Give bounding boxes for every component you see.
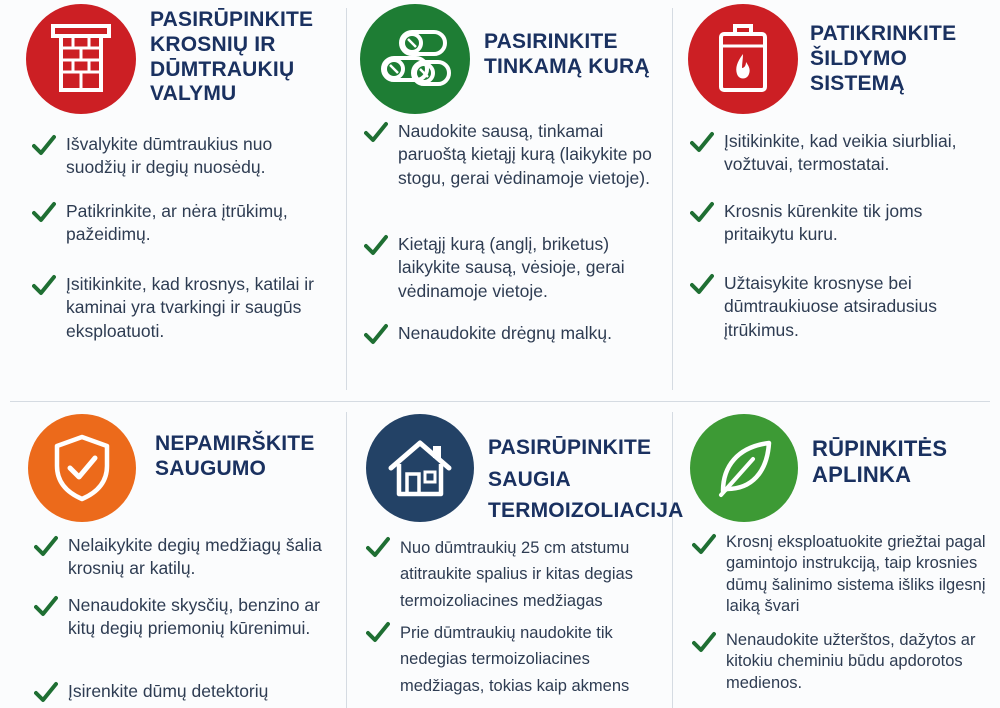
list-item xyxy=(32,200,332,247)
boiler-icon xyxy=(688,4,798,114)
checkmark-icon xyxy=(34,681,58,703)
list-item xyxy=(364,120,664,190)
list-item-text: Patikrinkite, ar nėra įtrūkimų, pažeidimų. xyxy=(66,201,288,245)
checkmark-icon xyxy=(32,274,56,296)
checkmark-icon xyxy=(690,131,714,153)
list-item-text: Prie dūmtraukių naudokite tik nedegias termoizoliacines medžiagas, tokias kaip akmens xyxy=(400,624,630,695)
card-title: NEPAMIRŠKITE SAUGUMO xyxy=(155,432,315,480)
card-title: PASIRŪPINKITE KROSNIŲ IR DŪMTRAUKIŲ VALYMU xyxy=(150,8,314,106)
list-item xyxy=(366,535,666,614)
list-item-text: Kietąjį kurą (anglį, briketus) laikykite sausą, vėsioje, gerai vėdinamoje vietoje. xyxy=(398,234,625,301)
list-item-text: Nenaudokite užterštos, dažytos ar kitokiu cheminiu būdu apdorotos medienos. xyxy=(726,631,976,692)
chimney-icon xyxy=(26,4,136,114)
list-item xyxy=(34,534,334,581)
divider-vertical-left xyxy=(346,8,347,390)
checkmark-icon xyxy=(366,536,390,558)
list-item xyxy=(364,233,664,303)
divider-horizontal xyxy=(10,401,990,402)
list-item-text: Nuo dūmtraukių 25 cm atstumu atitraukite spalius ir kitas degias termoizoliacines medžiagas xyxy=(400,539,633,610)
checkmark-icon xyxy=(364,121,388,143)
divider-vertical-left-bottom xyxy=(346,412,347,708)
checkmark-icon xyxy=(364,234,388,256)
card-title: PASIRŪPINKITE SAUGIA TERMOIZOLIACIJA xyxy=(488,436,684,522)
checkmark-icon xyxy=(34,595,58,617)
list-item-text: Nenaudokite drėgnų malkų. xyxy=(398,323,613,343)
checkmark-icon xyxy=(692,533,716,555)
list-item-text: Naudokite sausą, tinkamai paruoštą kietąjį kurą (laikykite po stogu, gerai vėdinamoje vietoje). xyxy=(398,121,652,188)
checkmark-icon xyxy=(690,201,714,223)
list-item xyxy=(366,620,666,699)
list-item xyxy=(32,273,332,343)
checkmark-icon xyxy=(692,631,716,653)
checkmark-icon xyxy=(32,201,56,223)
checkmark-icon xyxy=(34,535,58,557)
card-title: RŪPINKITĖS APLINKA xyxy=(812,436,948,487)
list-item xyxy=(32,133,332,180)
list-item xyxy=(692,532,992,618)
list-item xyxy=(690,272,990,342)
list-item-text: Įsitikinkite, kad veikia siurbliai, vožtuvai, termostatai. xyxy=(724,131,957,175)
list-item-text: Krosnis kūrenkite tik joms pritaikytu kuru. xyxy=(724,201,923,245)
list-item xyxy=(34,594,334,641)
list-item-text: Įsirenkite dūmų detektorių xyxy=(68,681,269,701)
house-icon xyxy=(366,414,474,522)
list-item-text: Įsitikinkite, kad krosnys, katilai ir kaminai yra tvarkingi ir saugūs eksploatuoti. xyxy=(66,274,314,341)
card-title: PASIRINKITE TINKAMĄ KURĄ xyxy=(484,30,650,78)
list-item xyxy=(692,630,992,694)
list-item xyxy=(690,200,990,247)
checkmark-icon xyxy=(366,621,390,643)
firewood-icon xyxy=(360,4,470,114)
list-item xyxy=(34,680,334,703)
shield-check-icon xyxy=(28,414,136,522)
list-item-text: Užtaisykite krosnyse bei dūmtraukiuose atsiradusius įtrūkimus. xyxy=(724,273,938,340)
checkmark-icon xyxy=(32,134,56,156)
checkmark-icon xyxy=(364,323,388,345)
card-title: PATIKRINKITE ŠILDYMO SISTEMĄ xyxy=(810,22,957,95)
list-item-text: Krosnį eksploatuokite griežtai pagal gamintojo instrukciją, taip krosnies dūmų šalinimo sistema išliks ilgesnį laiką švari xyxy=(726,533,986,616)
divider-vertical-right xyxy=(672,8,673,390)
list-item xyxy=(690,130,990,177)
leaf-icon xyxy=(690,414,798,522)
list-item-text: Išvalykite dūmtraukius nuo suodžių ir degių nuosėdų. xyxy=(66,134,273,178)
list-item xyxy=(364,322,664,345)
list-item-text: Nelaikykite degių medžiagų šalia krosnių ar katilų. xyxy=(68,535,322,579)
checkmark-icon xyxy=(690,273,714,295)
list-item-text: Nenaudokite skysčių, benzino ar kitų degių priemonių kūrenimui. xyxy=(68,595,320,639)
